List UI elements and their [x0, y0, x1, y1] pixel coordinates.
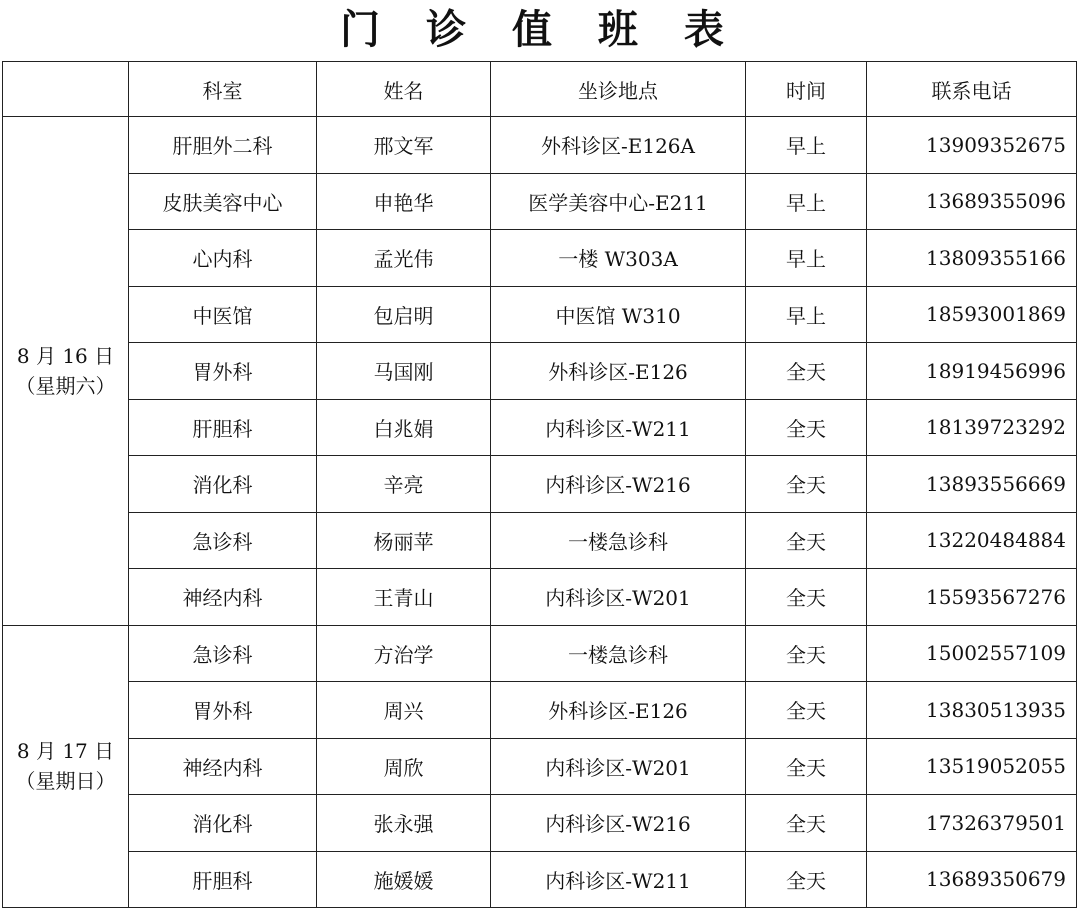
- cell-location: 内科诊区-W201: [491, 738, 746, 795]
- date-label: 8 月 17 日: [16, 739, 115, 764]
- cell-name: 马国刚: [317, 343, 491, 400]
- cell-phone: 13519052055: [867, 738, 1077, 795]
- cell-location: 外科诊区-E126A: [491, 117, 746, 174]
- table-row: [3, 569, 1077, 626]
- cell-time: 全天: [746, 682, 867, 739]
- cell-name: 方治学: [317, 625, 491, 682]
- cell-phone: 15593567276: [867, 569, 1077, 626]
- cell-department: 心内科: [129, 230, 317, 287]
- duty-table-body: [3, 62, 1077, 908]
- cell-department: 神经内科: [129, 569, 317, 626]
- cell-department: 胃外科: [129, 343, 317, 400]
- header-name: 姓名: [317, 62, 491, 117]
- cell-name: 邢文军: [317, 117, 491, 174]
- cell-location: 一楼 W303A: [491, 230, 746, 287]
- table-row: [3, 173, 1077, 230]
- cell-location: 医学美容中心-E211: [491, 173, 746, 230]
- duty-table: [2, 61, 1077, 908]
- date-cell: [3, 625, 129, 908]
- cell-time: 早上: [746, 230, 867, 287]
- table-row: [3, 286, 1077, 343]
- cell-location: 内科诊区-W216: [491, 456, 746, 513]
- cell-location: 内科诊区-W211: [491, 399, 746, 456]
- table-row: [3, 343, 1077, 400]
- table-row: [3, 738, 1077, 795]
- cell-time: 全天: [746, 456, 867, 513]
- date-cell: [3, 117, 129, 626]
- cell-location: 内科诊区-W216: [491, 795, 746, 852]
- cell-phone: 18919456996: [867, 343, 1077, 400]
- cell-time: 全天: [746, 625, 867, 682]
- cell-phone: 13689350679: [867, 851, 1077, 908]
- cell-phone: 13909352675: [867, 117, 1077, 174]
- cell-location: 外科诊区-E126: [491, 343, 746, 400]
- cell-location: 外科诊区-E126: [491, 682, 746, 739]
- table-row: [3, 851, 1077, 908]
- cell-location: 中医馆 W310: [491, 286, 746, 343]
- cell-name: 杨丽苹: [317, 512, 491, 569]
- cell-phone: 18139723292: [867, 399, 1077, 456]
- cell-department: 消化科: [129, 795, 317, 852]
- table-row: [3, 399, 1077, 456]
- cell-department: 急诊科: [129, 625, 317, 682]
- cell-time: 早上: [746, 117, 867, 174]
- table-row: [3, 795, 1077, 852]
- table-row: [3, 117, 1077, 174]
- cell-department: 神经内科: [129, 738, 317, 795]
- cell-location: 内科诊区-W201: [491, 569, 746, 626]
- header-date-corner: [3, 62, 129, 117]
- cell-name: 施媛媛: [317, 851, 491, 908]
- cell-time: 全天: [746, 738, 867, 795]
- cell-name: 王青山: [317, 569, 491, 626]
- cell-time: 早上: [746, 173, 867, 230]
- weekday-label: （星期六）: [15, 373, 116, 398]
- cell-name: 周欣: [317, 738, 491, 795]
- page-title: 门 诊 值 班 表: [340, 6, 740, 53]
- cell-department: 消化科: [129, 456, 317, 513]
- cell-name: 包启明: [317, 286, 491, 343]
- cell-department: 胃外科: [129, 682, 317, 739]
- table-row: [3, 512, 1077, 569]
- cell-phone: 17326379501: [867, 795, 1077, 852]
- cell-phone: 18593001869: [867, 286, 1077, 343]
- header-location: 坐诊地点: [491, 62, 746, 117]
- header-department: 科室: [129, 62, 317, 117]
- cell-location: 一楼急诊科: [491, 512, 746, 569]
- cell-time: 全天: [746, 851, 867, 908]
- cell-department: 中医馆: [129, 286, 317, 343]
- cell-phone: 13893556669: [867, 456, 1077, 513]
- cell-time: 全天: [746, 343, 867, 400]
- table-row: [3, 230, 1077, 287]
- cell-department: 皮肤美容中心: [129, 173, 317, 230]
- cell-location: 一楼急诊科: [491, 625, 746, 682]
- cell-department: 肝胆科: [129, 851, 317, 908]
- date-label: 8 月 16 日: [16, 343, 115, 368]
- weekday-label: （星期日）: [15, 769, 116, 794]
- cell-department: 肝胆科: [129, 399, 317, 456]
- table-header-row: [3, 62, 1077, 117]
- cell-name: 申艳华: [317, 173, 491, 230]
- cell-name: 张永强: [317, 795, 491, 852]
- table-row: [3, 682, 1077, 739]
- cell-name: 白兆娟: [317, 399, 491, 456]
- table-row: [3, 625, 1077, 682]
- header-time: 时间: [746, 62, 867, 117]
- header-phone: 联系电话: [867, 62, 1077, 117]
- cell-time: 全天: [746, 569, 867, 626]
- cell-phone: 15002557109: [867, 625, 1077, 682]
- cell-time: 全天: [746, 512, 867, 569]
- cell-location: 内科诊区-W211: [491, 851, 746, 908]
- cell-name: 周兴: [317, 682, 491, 739]
- cell-phone: 13689355096: [867, 173, 1077, 230]
- table-row: [3, 456, 1077, 513]
- cell-time: 早上: [746, 286, 867, 343]
- cell-name: 辛亮: [317, 456, 491, 513]
- cell-phone: 13220484884: [867, 512, 1077, 569]
- cell-time: 全天: [746, 795, 867, 852]
- cell-time: 全天: [746, 399, 867, 456]
- cell-phone: 13830513935: [867, 682, 1077, 739]
- cell-department: 肝胆外二科: [129, 117, 317, 174]
- cell-department: 急诊科: [129, 512, 317, 569]
- cell-phone: 13809355166: [867, 230, 1077, 287]
- cell-name: 孟光伟: [317, 230, 491, 287]
